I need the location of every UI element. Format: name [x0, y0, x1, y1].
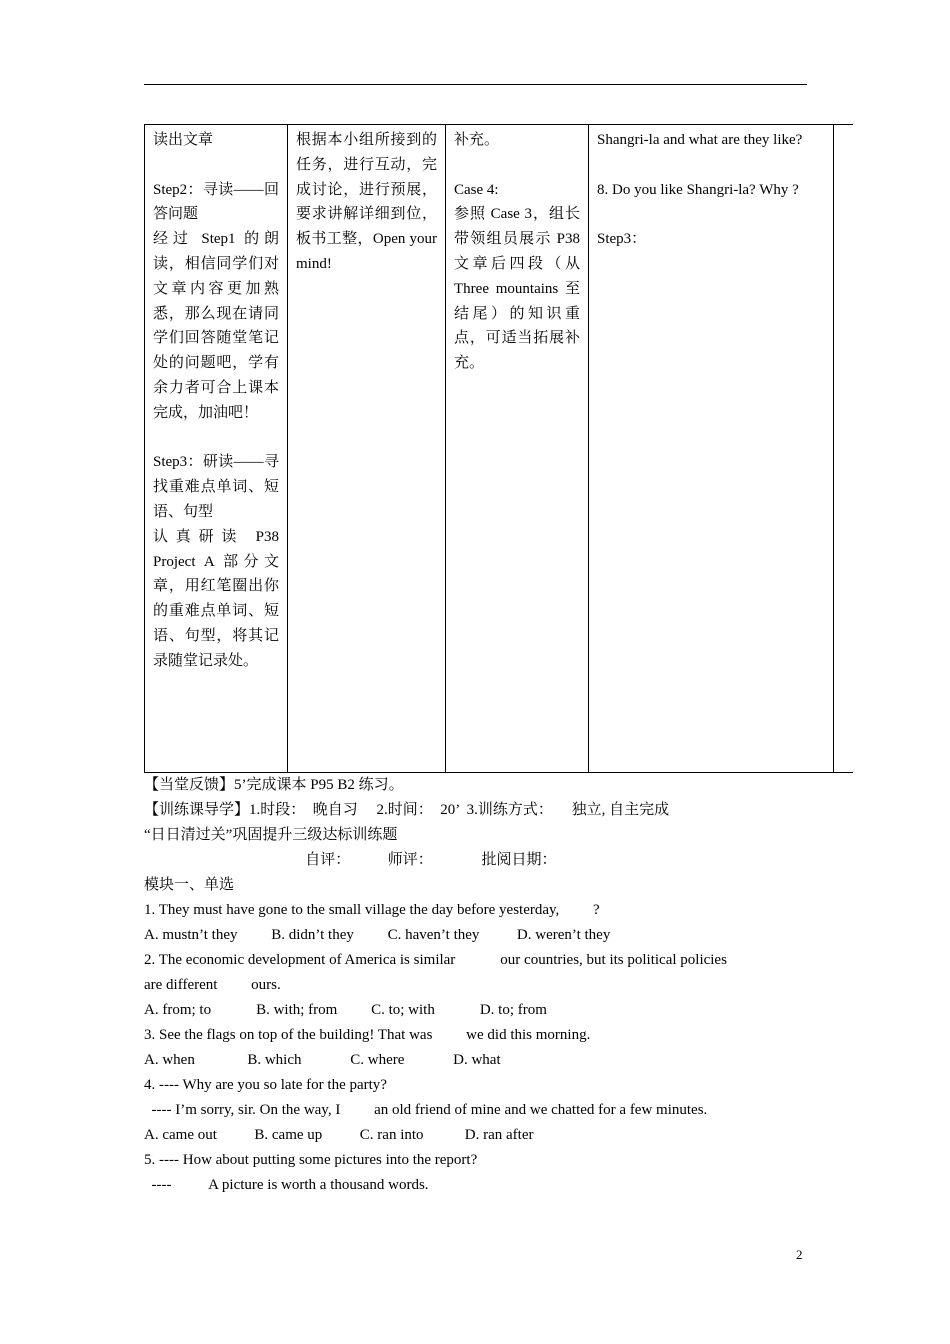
question-2: 2. The economic development of America is similar our countries, but its political policies: [144, 952, 727, 968]
paragraph: 根据本小组所接到的任务，进行互动，完成讨论，进行预展，要求讲解详细到位，板书工整，Open your mind!: [296, 132, 437, 272]
empty-edge-cell: [834, 125, 853, 773]
notes-cell: [589, 125, 834, 773]
paragraph: 经过 Step1 的朗读，相信同学们对文章内容更加熟悉，那么现在请同学们回答随堂笔记处的问题吧，学有余力者可合上课本完成，加油吧！: [153, 231, 279, 421]
options-3: A. when B. which C. where D. what: [144, 1052, 501, 1068]
training-guide-line: 【训练课导学】1.时段： 晚自习 2.时间： 20’ 3.训练方式： 独立, 自主完成: [144, 802, 670, 818]
question-1: 1. They must have gone to the small village the day before yesterday, ?: [144, 902, 600, 918]
options-1: A. mustn’t they B. didn’t they C. haven’t they D. weren’t they: [144, 927, 611, 943]
case-cell: [446, 125, 589, 773]
question-4: 4. ---- Why are you so late for the party?: [144, 1077, 387, 1093]
paragraph: Case 4:: [454, 181, 499, 198]
paragraph: Step3：研读——寻找重难点单词、短语、句型: [153, 454, 279, 520]
paragraph: Shangri-la and what are they like?: [597, 132, 803, 148]
question-5: 5. ---- How about putting some pictures into the report?: [144, 1152, 478, 1168]
lesson-table: [144, 124, 853, 773]
exercise-section: [144, 773, 814, 1198]
paragraph: Step3：: [597, 231, 647, 248]
paragraph: 认真研读 P38 Project A 部分文章，用红笔圈出你的重难点单词、短语、句型，将其记录随堂记录处。: [153, 528, 279, 669]
paragraph: 读出文章: [153, 132, 214, 148]
evaluation-line: 自评： 师评： 批阅日期：: [144, 852, 557, 868]
page-number: 2: [796, 1247, 803, 1262]
paragraph: 参照 Case 3，组长带领组员展示 P38 文章后四段（从 Three mountains 至结尾）的知识重点，可适当拓展补充。: [454, 206, 580, 372]
question-4-reply: ---- I’m sorry, sir. On the way, I an old friend of mine and we chatted for a few minutes.: [144, 1102, 708, 1118]
paragraph: 8. Do you like Shangri-la? Why ?: [597, 181, 799, 198]
options-4: A. came out B. came up C. ran into D. ran after: [144, 1127, 534, 1143]
student-activity-cell: [145, 125, 288, 773]
module-title: 模块一、单选: [144, 877, 235, 893]
header-rule: [144, 84, 807, 85]
group-task-cell: [288, 125, 446, 773]
paragraph: Step2：寻读——回答问题: [153, 181, 279, 223]
table-row: [145, 125, 853, 773]
paragraph: 补充。: [454, 132, 500, 148]
daily-check-title: “日日清过关”巩固提升三级达标训练题: [144, 827, 398, 843]
question-3: 3. See the flags on top of the building! That was we did this morning.: [144, 1027, 591, 1043]
feedback-line: 【当堂反馈】5’完成课本 P95 B2 练习。: [144, 777, 404, 793]
options-2: A. from; to B. with; from C. to; with D. to; from: [144, 1002, 547, 1018]
question-5-reply: ---- A picture is worth a thousand words.: [144, 1177, 429, 1193]
question-2-cont: are different ours.: [144, 977, 281, 993]
